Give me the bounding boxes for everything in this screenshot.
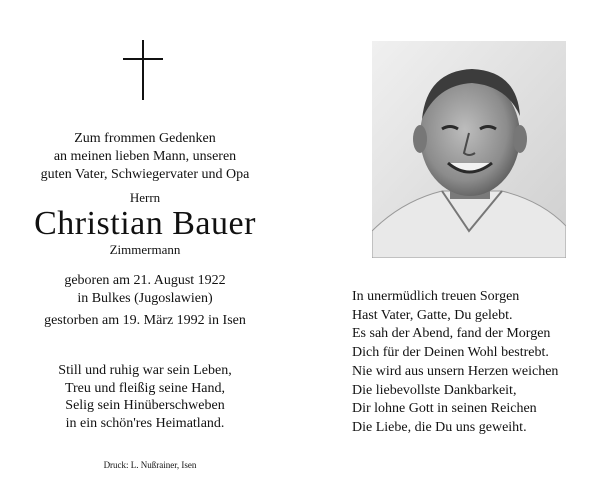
verse-line: Dir lohne Gott in seinen Reichen (352, 401, 537, 417)
cross-icon (123, 40, 163, 100)
verse-line: Still und ruhig war sein Leben, (58, 363, 232, 378)
profession: Zimmermann (109, 242, 181, 257)
verse-line: Die Liebe, die Du uns geweiht. (352, 419, 527, 435)
verse-line: in ein schön'res Heimatland. (65, 415, 225, 431)
left-verse (0, 362, 290, 432)
verse-line: Die liebevollste Dankbarkeit, (352, 382, 517, 398)
verse-line: Es sah der Abend, fand der Morgen (352, 326, 551, 342)
verse-line: In unermüdlich treuen Sorgen (352, 289, 520, 304)
right-verse (352, 288, 592, 438)
birth-info (0, 272, 290, 308)
portrait-photo (372, 41, 566, 258)
honorific: Herrn (129, 190, 161, 205)
verse-line: Dich für der Deinen Wohl bestrebt. (352, 345, 549, 361)
verse-line: Selig sein Hinüberschweben (65, 398, 225, 413)
printer-credit: Druck: L. Nußrainer, Isen (103, 460, 197, 470)
death-info: gestorben am 19. März 1992 in Isen (44, 313, 246, 328)
verse-line: Treu und fleißig seine Hand, (64, 380, 226, 396)
right-panel (300, 0, 600, 478)
portrait-illustration (372, 41, 566, 258)
verse-line: Nie wird aus unsern Herzen weichen (352, 363, 559, 379)
birth-line: geboren am 21. August 1922 (64, 273, 226, 288)
verse-line: Hast Vater, Gatte, Du gelebt. (352, 307, 513, 323)
deceased-name: Christian Bauer (34, 205, 256, 242)
intro-line: Zum frommen Gedenken (74, 131, 216, 146)
intro-line: an meinen lieben Mann, unseren (53, 149, 237, 164)
birth-line: in Bulkes (Jugoslawien) (77, 291, 213, 306)
intro-line: guten Vater, Schwiegervater und Opa (40, 167, 250, 182)
intro-text (0, 130, 290, 184)
